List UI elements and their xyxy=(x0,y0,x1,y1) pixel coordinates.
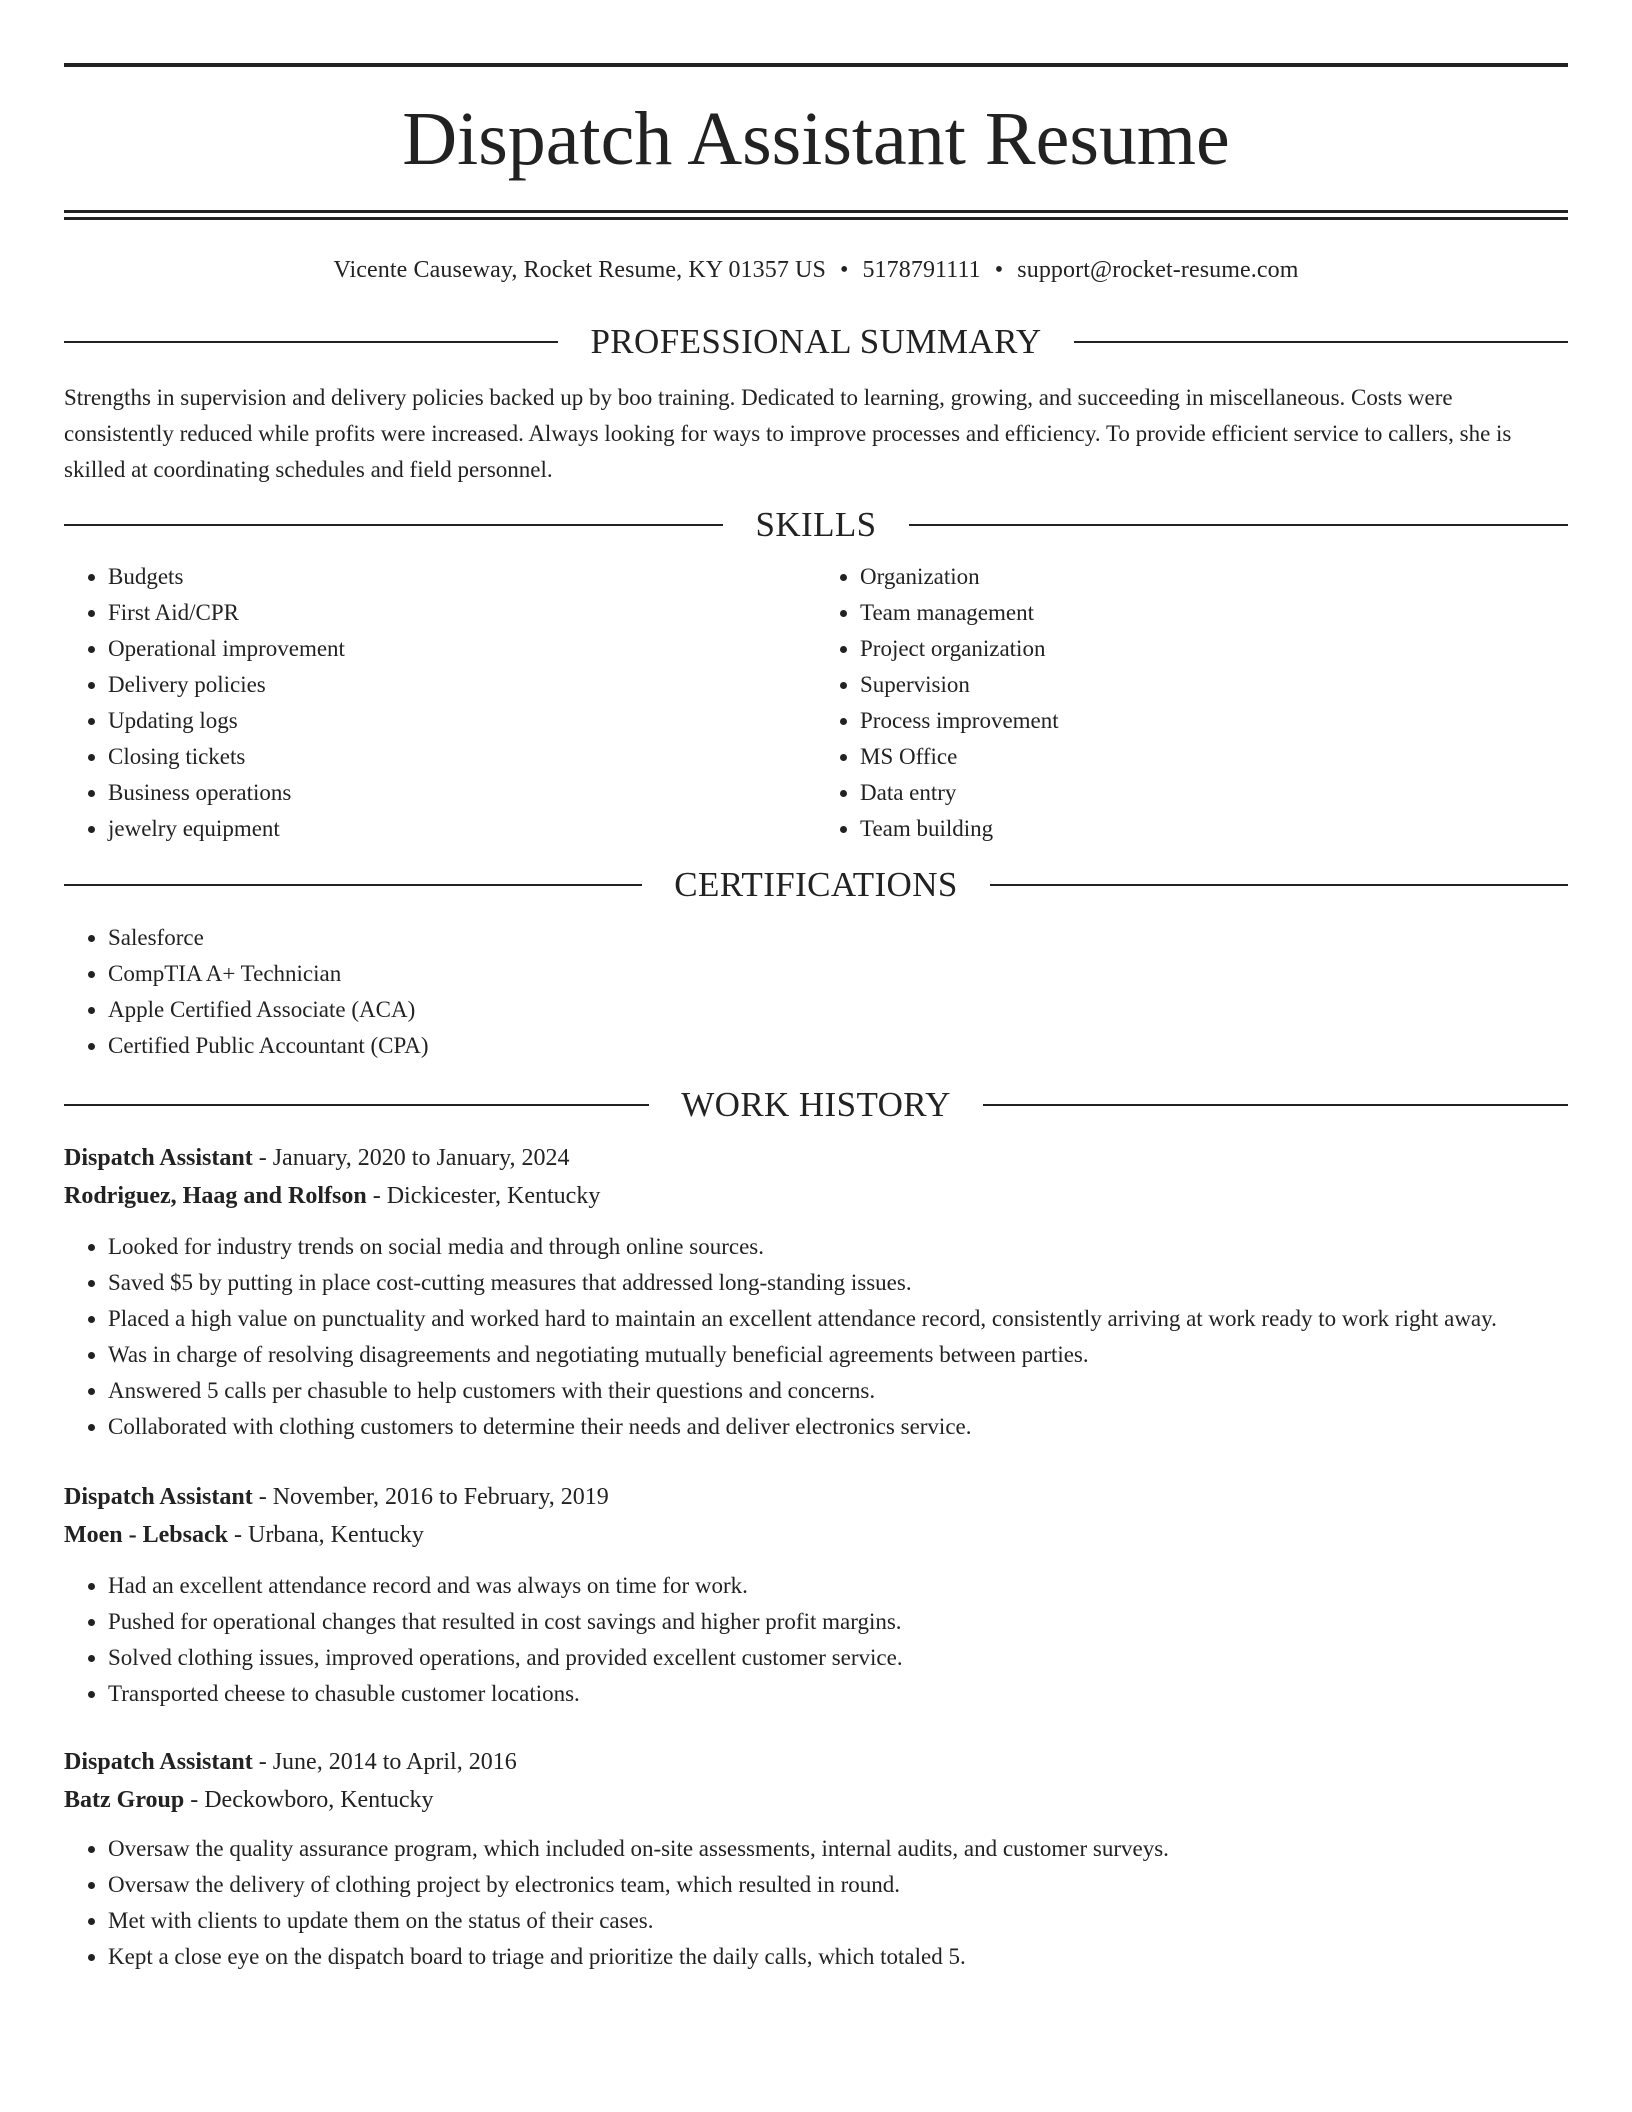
work-heading: WORK HISTORY xyxy=(681,1085,951,1124)
job-dates: - June, 2014 to April, 2016 xyxy=(258,1749,517,1775)
heading-rule xyxy=(983,1104,1568,1106)
list-item: • Looked for industry trends on social media and through online sources. xyxy=(108,1229,1568,1265)
list-item: • Saved $5 by putting in place cost-cutting measures that addressed long-standing issues. xyxy=(108,1265,1568,1301)
skills-section xyxy=(64,507,1568,847)
list-item: • Salesforce xyxy=(108,920,1568,956)
summary-section xyxy=(64,324,1568,488)
list-item: • Data entry xyxy=(860,775,1568,811)
job-bullets xyxy=(64,1568,1568,1712)
work-history-section xyxy=(64,1087,1568,1975)
job-entry xyxy=(64,1139,1568,1445)
contact-line xyxy=(64,258,1568,282)
double-rule xyxy=(64,210,1568,220)
list-item: • Supervision xyxy=(860,667,1568,703)
heading-rule xyxy=(64,1104,649,1106)
list-item: • MS Office xyxy=(860,739,1568,775)
list-item: • Solved clothing issues, improved operations, and provided excellent customer service. xyxy=(108,1640,1568,1676)
job-dates: - November, 2016 to February, 2019 xyxy=(258,1484,609,1510)
list-item: • Process improvement xyxy=(860,703,1568,739)
list-item: • Collaborated with clothing customers to determine their needs and deliver electronics service. xyxy=(108,1409,1568,1445)
list-item: • First Aid/CPR xyxy=(108,595,816,631)
list-item: • Delivery policies xyxy=(108,667,816,703)
list-item: • Met with clients to update them on the status of their cases. xyxy=(108,1903,1568,1939)
list-item: • Was in charge of resolving disagreements and negotiating mutually beneficial agreements between parties. xyxy=(108,1337,1568,1373)
job-company-line xyxy=(64,1781,1568,1819)
heading-rule xyxy=(909,524,1568,526)
list-item: • Transported cheese to chasuble customer locations. xyxy=(108,1676,1568,1712)
list-item: • Apple Certified Associate (ACA) xyxy=(108,992,1568,1028)
list-item: • Team management xyxy=(860,595,1568,631)
work-heading-row xyxy=(64,1087,1568,1122)
job-location: - Urbana, Kentucky xyxy=(234,1522,424,1548)
list-item: • CompTIA A+ Technician xyxy=(108,956,1568,992)
list-item: • jewelry equipment xyxy=(108,811,816,847)
heading-rule xyxy=(1074,341,1568,343)
job-title-line xyxy=(64,1139,1568,1177)
job-bullets xyxy=(64,1229,1568,1445)
summary-heading: PROFESSIONAL SUMMARY xyxy=(590,322,1042,361)
job-company: Rodriguez, Haag and Rolfson xyxy=(64,1183,367,1209)
job-entry xyxy=(64,1743,1568,1975)
heading-rule xyxy=(990,884,1568,886)
job-title-line xyxy=(64,1478,1568,1516)
job-company: Moen - Lebsack xyxy=(64,1522,228,1548)
job-role: Dispatch Assistant xyxy=(64,1749,253,1775)
contact-separator: • xyxy=(994,257,1004,283)
summary-heading-row xyxy=(64,324,1568,359)
heading-rule xyxy=(64,341,558,343)
skills-heading-row xyxy=(64,507,1568,542)
list-item: • Kept a close eye on the dispatch board to triage and prioritize the daily calls, which totaled 5. xyxy=(108,1939,1568,1975)
list-item: • Project organization xyxy=(860,631,1568,667)
list-item: • Answered 5 calls per chasuble to help customers with their questions and concerns. xyxy=(108,1373,1568,1409)
job-title-line xyxy=(64,1743,1568,1781)
list-item: • Pushed for operational changes that resulted in cost savings and higher profit margins. xyxy=(108,1604,1568,1640)
job-company: Batz Group xyxy=(64,1787,185,1813)
list-item: • Placed a high value on punctuality and worked hard to maintain an excellent attendance record, consistently arriving at work ready to work right away. xyxy=(108,1301,1568,1337)
list-item: • Operational improvement xyxy=(108,631,816,667)
job-location: - Dickicester, Kentucky xyxy=(372,1183,601,1209)
list-item: • Team building xyxy=(860,811,1568,847)
contact-separator: • xyxy=(839,257,849,283)
resume-header xyxy=(64,0,1568,220)
certifications-section xyxy=(64,867,1568,1064)
contact-email: support@rocket-resume.com xyxy=(1017,257,1299,283)
skills-heading: SKILLS xyxy=(755,505,877,544)
list-item: • Organization xyxy=(860,559,1568,595)
job-role: Dispatch Assistant xyxy=(64,1484,253,1510)
skills-list-left xyxy=(64,559,816,847)
skills-list-right xyxy=(816,559,1568,847)
list-item: • Business operations xyxy=(108,775,816,811)
job-company-line xyxy=(64,1516,1568,1554)
certifications-heading: CERTIFICATIONS xyxy=(674,865,958,904)
skills-grid xyxy=(64,559,1568,847)
list-item: • Budgets xyxy=(108,559,816,595)
list-item: • Updating logs xyxy=(108,703,816,739)
list-item: • Oversaw the quality assurance program, which included on-site assessments, internal audits, and customer surveys. xyxy=(108,1831,1568,1867)
job-location: - Deckowboro, Kentucky xyxy=(190,1787,434,1813)
heading-rule xyxy=(64,524,723,526)
list-item: • Had an excellent attendance record and was always on time for work. xyxy=(108,1568,1568,1604)
list-item: • Oversaw the delivery of clothing project by electronics team, which resulted in round. xyxy=(108,1867,1568,1903)
job-entry xyxy=(64,1478,1568,1712)
certifications-heading-row xyxy=(64,867,1568,902)
list-item: • Closing tickets xyxy=(108,739,816,775)
contact-phone: 5178791111 xyxy=(862,257,981,283)
job-dates: - January, 2020 to January, 2024 xyxy=(258,1145,570,1171)
summary-text: Strengths in supervision and delivery policies backed up by boo training. Dedicated to learning, growing, and succeeding in miscellaneous. Costs were consistently reduced while profits were increased. Always looking for ways to improve processes and efficiency. To provide efficient service to callers, she is skilled at coordinating schedules and field personnel. xyxy=(64,385,1512,482)
contact-address: Vicente Causeway, Rocket Resume, KY 01357 US xyxy=(333,257,826,283)
heading-rule xyxy=(64,884,642,886)
job-company-line xyxy=(64,1177,1568,1215)
job-bullets xyxy=(64,1831,1568,1975)
list-item: • Certified Public Accountant (CPA) xyxy=(108,1028,1568,1064)
certifications-list xyxy=(64,920,1568,1064)
job-role: Dispatch Assistant xyxy=(64,1145,253,1171)
page-title: Dispatch Assistant Resume xyxy=(402,97,1230,181)
